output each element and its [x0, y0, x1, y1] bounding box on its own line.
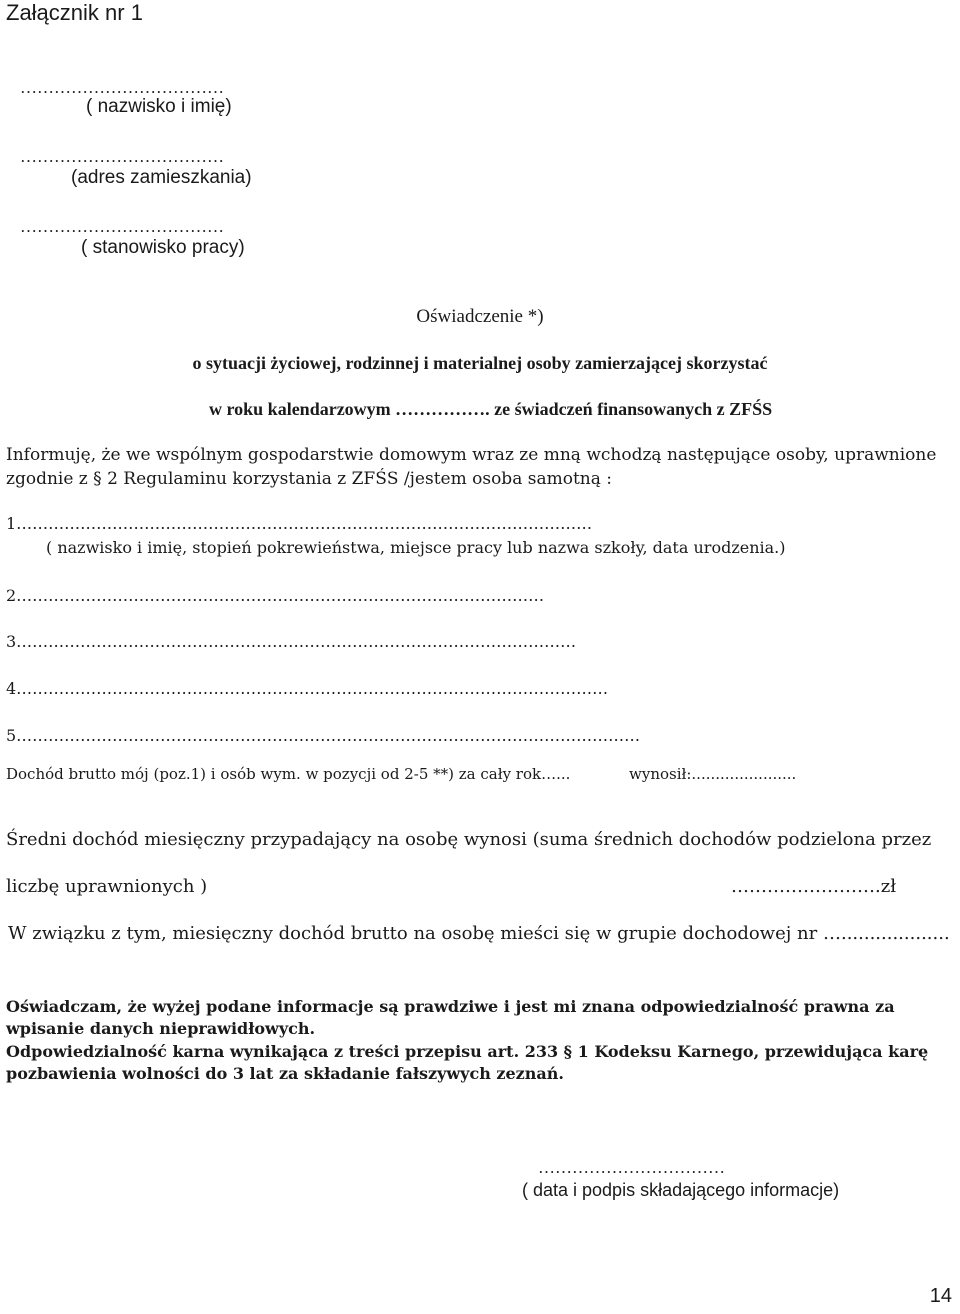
name-dots: ……………………………… — [20, 78, 224, 97]
page-number: 14 — [929, 1285, 952, 1307]
position-dots: ……………………………… — [20, 217, 224, 236]
member-caption: ( nazwisko i imię, stopień pokrewieństwa, miejsce pracy lub nazwa szkoły, data urodzenia.) — [46, 538, 786, 557]
average-line-1: Średni dochód miesięczny przypadający na osobę wynosi (suma średnich dochodów podzielona przez — [6, 829, 932, 850]
member-row-3: 3…………………………………………………………………………………………… — [6, 632, 577, 651]
declaration-subtitle: o sytuacji życiowej, rodzinnej i materialnej osoby zamierzającej skorzystać — [192, 353, 768, 373]
name-caption: ( nazwisko i imię) — [86, 96, 232, 117]
address-caption: (adres zamieszkania) — [71, 167, 252, 188]
income-amount: wynosił:...................... — [629, 765, 797, 783]
signature-dots: …………………………… — [538, 1158, 725, 1177]
income-group-line: W związku z tym, miesięczny dochód brutto na osobę mieści się w grupie dochodowej nr …................... — [8, 923, 950, 944]
income-label: Dochód brutto mój (poz.1) i osób wym. w pozycji od 2-5 **) za cały rok…... — [6, 765, 571, 783]
declaration-title: Oświadczenie *) — [416, 306, 544, 327]
intro-line-1: Informuję, że we wspólnym gospodarstwie domowym wraz ze mną wchodzą następujące osoby, uprawnione — [6, 445, 937, 465]
member-row-5: 5……………………………………………………………………………………………………… — [6, 726, 641, 745]
declaration-truthfulness: Oświadczam, że wyżej podane informacje są prawdziwe i jest mi znana odpowiedzialność prawna za wpisanie danych nieprawidłowych. — [6, 997, 895, 1038]
intro-line-2: zgodnie z § 2 Regulaminu korzystania z ZFŚS /jestem osoba samotną : — [6, 469, 612, 489]
declaration-liability: Odpowiedzialność karna wynikająca z treści przepisu art. 233 § 1 Kodeksu Karnego, przewidująca karę pozbawienia wolności do 3 lat za składanie fałszywych zeznań. — [6, 1042, 929, 1083]
member-row-4: 4………………………………………………………………………………………………… — [6, 679, 609, 698]
member-row-2: 2……………………………………………………………………………………… — [6, 586, 545, 605]
position-caption: ( stanowisko pracy) — [81, 237, 245, 258]
average-line-2: liczbę uprawnionych ) — [6, 876, 208, 897]
signature-caption: ( data i podpis składającego informacje) — [522, 1180, 840, 1200]
address-dots: ……………………………… — [20, 147, 224, 166]
average-amount: …………………….zł — [731, 876, 897, 897]
member-row-1: 1……………………………………………………………………………………………… — [6, 514, 593, 533]
annex-label: Załącznik nr 1 — [6, 0, 143, 25]
declaration-year-line: w roku kalendarzowym ……………. ze świadczeń finansowanych z ZFŚS — [209, 399, 773, 419]
